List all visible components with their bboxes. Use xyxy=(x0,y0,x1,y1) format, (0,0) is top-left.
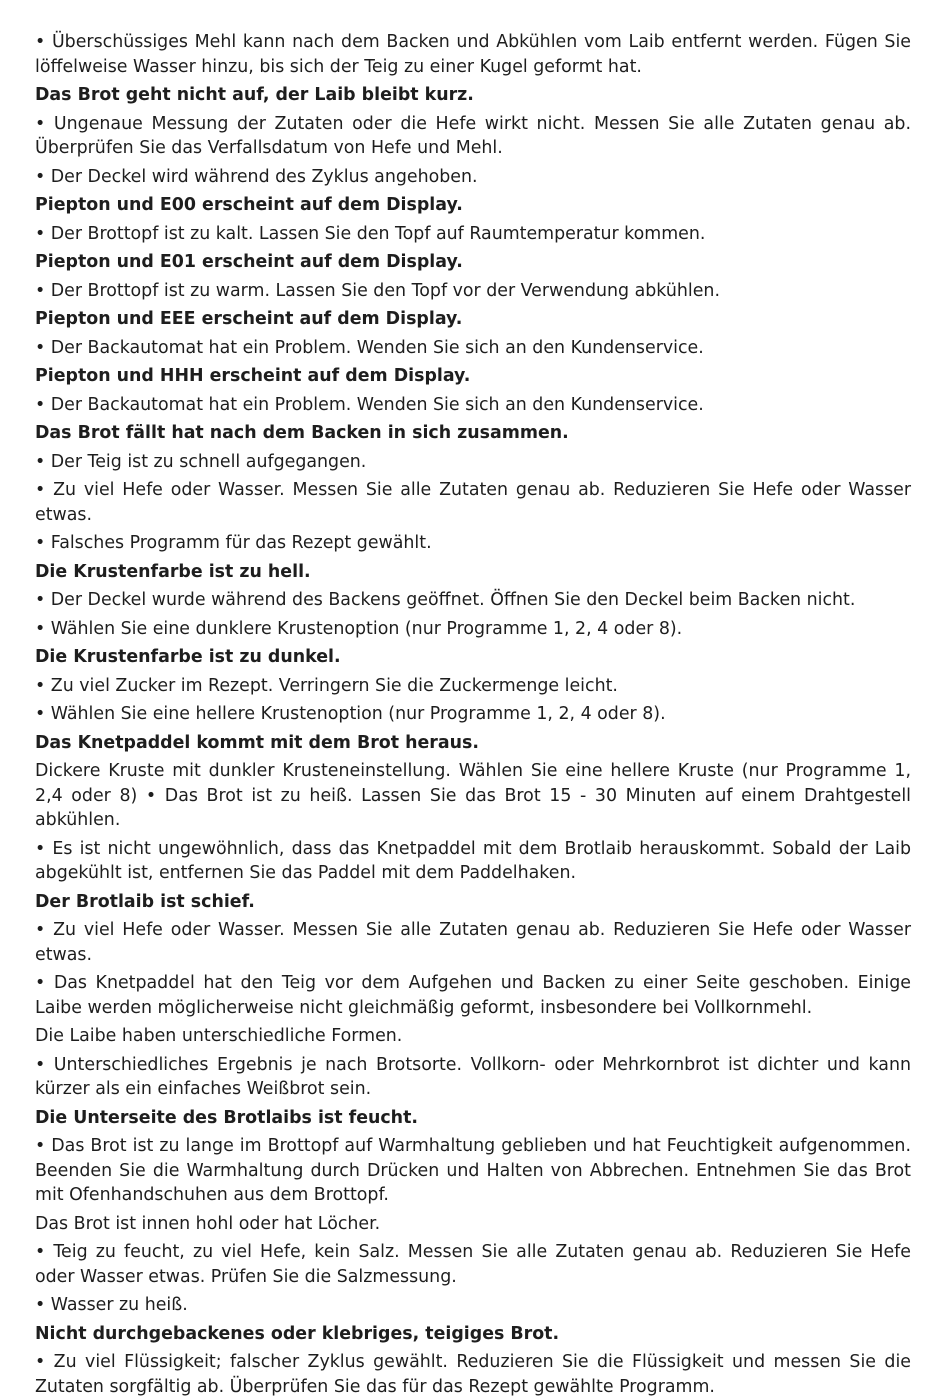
text-paragraph: Dickere Kruste mit dunkler Krusteneinstellung. Wählen Sie eine hellere Kruste (nur Programme 1, 2,4 oder 8) • Das Brot ist zu heiß. Lassen Sie das Brot 15 - 30 Minuten auf einem Drahtgestell abkühlen. xyxy=(35,761,911,830)
text-paragraph: • Das Knetpaddel hat den Teig vor dem Aufgehen und Backen zu einer Seite geschoben. Einige Laibe werden möglicherweise nicht gleichmäßig geformt, insbesondere bei Vollkornmehl. xyxy=(35,973,911,1018)
section-heading: Das Knetpaddel kommt mit dem Brot heraus. xyxy=(35,732,479,753)
text-paragraph: • Wasser zu heiß. xyxy=(35,1295,188,1315)
section-heading: Nicht durchgebackenes oder klebriges, teigiges Brot. xyxy=(35,1323,560,1344)
text-paragraph: • Zu viel Zucker im Rezept. Verringern Sie die Zuckermenge leicht. xyxy=(35,675,618,696)
text-paragraph: • Überschüssiges Mehl kann nach dem Backen und Abkühlen vom Laib entfernt werden. Fügen Sie löffelweise Wasser hinzu, bis sich der Teig zu einer Kugel geformt hat. xyxy=(35,32,911,77)
text-paragraph: • Der Backautomat hat ein Problem. Wenden Sie sich an den Kundenservice. xyxy=(35,394,704,415)
section-heading: Piepton und E01 erscheint auf dem Display. xyxy=(35,252,463,272)
text-paragraph: Das Brot ist innen hohl oder hat Löcher. xyxy=(35,1213,381,1234)
text-paragraph: • Wählen Sie eine hellere Krustenoption (nur Programme 1, 2, 4 oder 8). xyxy=(35,704,666,724)
section-heading: Die Krustenfarbe ist zu hell. xyxy=(35,561,311,582)
text-paragraph: • Der Brottopf ist zu kalt. Lassen Sie den Topf auf Raumtemperatur kommen. xyxy=(35,223,706,244)
text-paragraph: • Der Brottopf ist zu warm. Lassen Sie den Topf vor der Verwendung abkühlen. xyxy=(35,280,720,301)
text-paragraph: • Zu viel Hefe oder Wasser. Messen Sie alle Zutaten genau ab. Reduzieren Sie Hefe oder Wasser etwas. xyxy=(35,480,911,525)
text-paragraph: • Teig zu feucht, zu viel Hefe, kein Salz. Messen Sie alle Zutaten genau ab. Reduzieren Sie Hefe oder Wasser etwas. Prüfen Sie die Salzmessung. xyxy=(35,1242,911,1287)
text-paragraph: • Ungenaue Messung der Zutaten oder die Hefe wirkt nicht. Messen Sie alle Zutaten genau ab. Überprüfen Sie das Verfallsdatum von Hefe und Mehl. xyxy=(35,113,911,158)
text-paragraph: • Der Deckel wurde während des Backens geöffnet. Öffnen Sie den Deckel beim Backen nicht. xyxy=(35,590,856,610)
text-paragraph: • Das Brot ist zu lange im Brottopf auf Warmhaltung geblieben und hat Feuchtigkeit aufgenommen. Beenden Sie die Warmhaltung durch Drücken und Halten von Abbrechen. Entnehmen Sie das Brot mit Ofenhandschuhen aus dem Brottopf. xyxy=(35,1136,911,1205)
section-heading: Die Unterseite des Brotlaibs ist feucht. xyxy=(35,1107,418,1128)
section-heading: Das Brot geht nicht auf, der Laib bleibt kurz. xyxy=(35,85,474,105)
section-heading: Piepton und EEE erscheint auf dem Display. xyxy=(35,309,463,329)
text-paragraph: • Der Backautomat hat ein Problem. Wenden Sie sich an den Kundenservice. xyxy=(35,337,704,358)
text-paragraph: • Der Teig ist zu schnell aufgegangen. xyxy=(35,451,367,472)
text-paragraph: • Zu viel Flüssigkeit; falscher Zyklus gewählt. Reduzieren Sie die Flüssigkeit und messen Sie die Zutaten sorgfältig ab. Überprüfen Sie das für das Rezept gewählte Programm. xyxy=(35,1352,911,1397)
text-paragraph: • Falsches Programm für das Rezept gewählt. xyxy=(35,533,432,553)
section-heading: Das Brot fällt hat nach dem Backen in sich zusammen. xyxy=(35,423,569,443)
text-paragraph: • Der Deckel wird während des Zyklus angehoben. xyxy=(35,166,478,187)
text-paragraph: • Es ist nicht ungewöhnlich, dass das Knetpaddel mit dem Brotlaib herauskommt. Sobald der Laib abgekühlt ist, entfernen Sie das Paddel mit dem Paddelhaken. xyxy=(35,838,911,883)
text-paragraph: Die Laibe haben unterschiedliche Formen. xyxy=(35,1026,403,1046)
section-heading: Piepton und E00 erscheint auf dem Display. xyxy=(35,195,463,215)
section-heading: Der Brotlaib ist schief. xyxy=(35,891,255,912)
section-heading: Die Krustenfarbe ist zu dunkel. xyxy=(35,647,341,667)
section-heading: Piepton und HHH erscheint auf dem Display. xyxy=(35,366,471,386)
text-paragraph: • Wählen Sie eine dunklere Krustenoption (nur Programme 1, 2, 4 oder 8). xyxy=(35,618,683,639)
text-paragraph: • Unterschiedliches Ergebnis je nach Brotsorte. Vollkorn- oder Mehrkornbrot ist dichter und kann kürzer als ein einfaches Weißbrot sein. xyxy=(35,1054,911,1099)
text-paragraph: • Zu viel Hefe oder Wasser. Messen Sie alle Zutaten genau ab. Reduzieren Sie Hefe oder Wasser etwas. xyxy=(35,920,911,965)
